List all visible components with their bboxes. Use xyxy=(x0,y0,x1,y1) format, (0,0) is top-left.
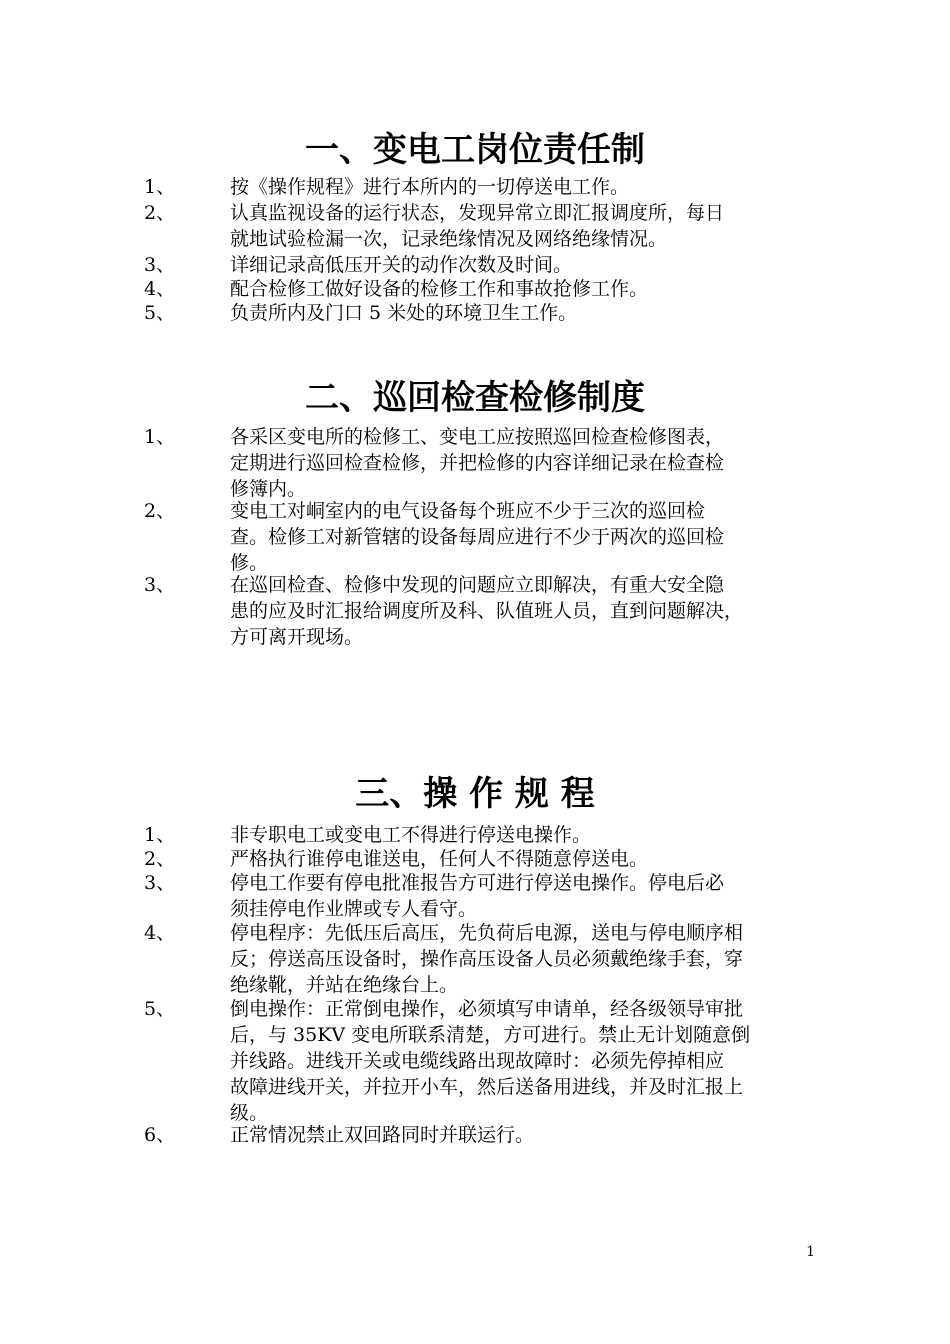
section-title-operation: 三、操 作 规 程 xyxy=(355,774,595,814)
item-text xyxy=(230,572,808,650)
item-line: 在巡回检查、检修中发现的问题应立即解决，有重大安全隐 xyxy=(230,574,725,596)
item-line: 故障进线开关，并拉开小车，然后送备用进线，并及时汇报上 xyxy=(230,1076,744,1098)
item-text xyxy=(230,1122,808,1148)
item-line: 配合检修工做好设备的检修工作和事故抢修工作。 xyxy=(230,278,649,300)
item-line: 级。 xyxy=(230,1102,269,1124)
item-line: 停电工作要有停电批准报告方可进行停送电操作。停电后必 xyxy=(230,872,725,894)
item-text xyxy=(230,920,808,998)
item-number: 2、 xyxy=(144,202,176,224)
item-line: 绝缘靴，并站在绝缘台上。 xyxy=(230,974,459,996)
item-line: 认真监视设备的运行状态，发现异常立即汇报调度所，每日 xyxy=(230,202,725,224)
item-number: 1、 xyxy=(144,426,176,448)
item-text xyxy=(230,276,808,302)
item-line: 负责所内及门口 5 米处的环境卫生工作。 xyxy=(230,302,578,324)
item-text xyxy=(230,870,808,922)
item-number: 3、 xyxy=(144,574,176,596)
item-number: 2、 xyxy=(144,848,176,870)
item-line: 各采区变电所的检修工、变电工应按照巡回检查检修图表， xyxy=(230,426,725,448)
item-text xyxy=(230,498,808,576)
item-number: 1、 xyxy=(144,176,176,198)
item-line: 停电程序：先低压后高压，先负荷后电源，送电与停电顺序相 xyxy=(230,922,744,944)
item-text xyxy=(230,252,808,278)
item-line: 并线路。进线开关或电缆线路出现故障时：必须先停掉相应 xyxy=(230,1050,725,1072)
item-line: 须挂停电作业牌或专人看守。 xyxy=(230,898,478,920)
item-line: 就地试验检漏一次，记录绝缘情况及网络绝缘情况。 xyxy=(230,228,668,250)
section-title-inspection: 二、巡回检查检修制度 xyxy=(305,378,645,418)
page-number: 1 xyxy=(806,1244,815,1260)
item-text xyxy=(230,996,808,1126)
item-line: 反；停送高压设备时，操作高压设备人员必须戴绝缘手套，穿 xyxy=(230,948,744,970)
item-line: 定期进行巡回检查检修，并把检修的内容详细记录在检查检 xyxy=(230,452,725,474)
item-number: 6、 xyxy=(144,1124,176,1146)
section-title-responsibility: 一、变电工岗位责任制 xyxy=(305,130,645,170)
item-number: 3、 xyxy=(144,872,176,894)
item-line: 变电工对峒室内的电气设备每个班应不少于三次的巡回检 xyxy=(230,500,706,522)
item-number: 4、 xyxy=(144,922,176,944)
item-line: 严格执行谁停电谁送电，任何人不得随意停送电。 xyxy=(230,848,649,870)
item-line: 查。检修工对新管辖的设备每周应进行不少于两次的巡回检 xyxy=(230,526,725,548)
item-line: 修簿内。 xyxy=(230,478,307,500)
item-number: 5、 xyxy=(144,302,176,324)
item-text xyxy=(230,300,808,326)
item-line: 方可离开现场。 xyxy=(230,626,364,648)
item-line: 修。 xyxy=(230,552,269,574)
item-text xyxy=(230,822,808,848)
item-text xyxy=(230,424,808,502)
item-line: 患的应及时汇报给调度所及科、队值班人员，直到问题解决， xyxy=(230,600,744,622)
item-line: 详细记录高低压开关的动作次数及时间。 xyxy=(230,254,573,276)
item-text xyxy=(230,200,808,252)
item-number: 2、 xyxy=(144,500,176,522)
item-line: 非专职电工或变电工不得进行停送电操作。 xyxy=(230,824,592,846)
item-line: 正常情况禁止双回路同时并联运行。 xyxy=(230,1124,535,1146)
item-number: 1、 xyxy=(144,824,176,846)
item-text xyxy=(230,846,808,872)
item-number: 5、 xyxy=(144,998,176,1020)
item-number: 3、 xyxy=(144,254,176,276)
item-text xyxy=(230,174,808,200)
item-number: 4、 xyxy=(144,278,176,300)
item-line: 按《操作规程》进行本所内的一切停送电工作。 xyxy=(230,176,630,198)
item-line: 后，与 35KV 变电所联系清楚，方可进行。禁止无计划随意倒 xyxy=(230,1024,751,1046)
item-line: 倒电操作：正常倒电操作，必须填写申请单，经各级领导审批 xyxy=(230,998,744,1020)
